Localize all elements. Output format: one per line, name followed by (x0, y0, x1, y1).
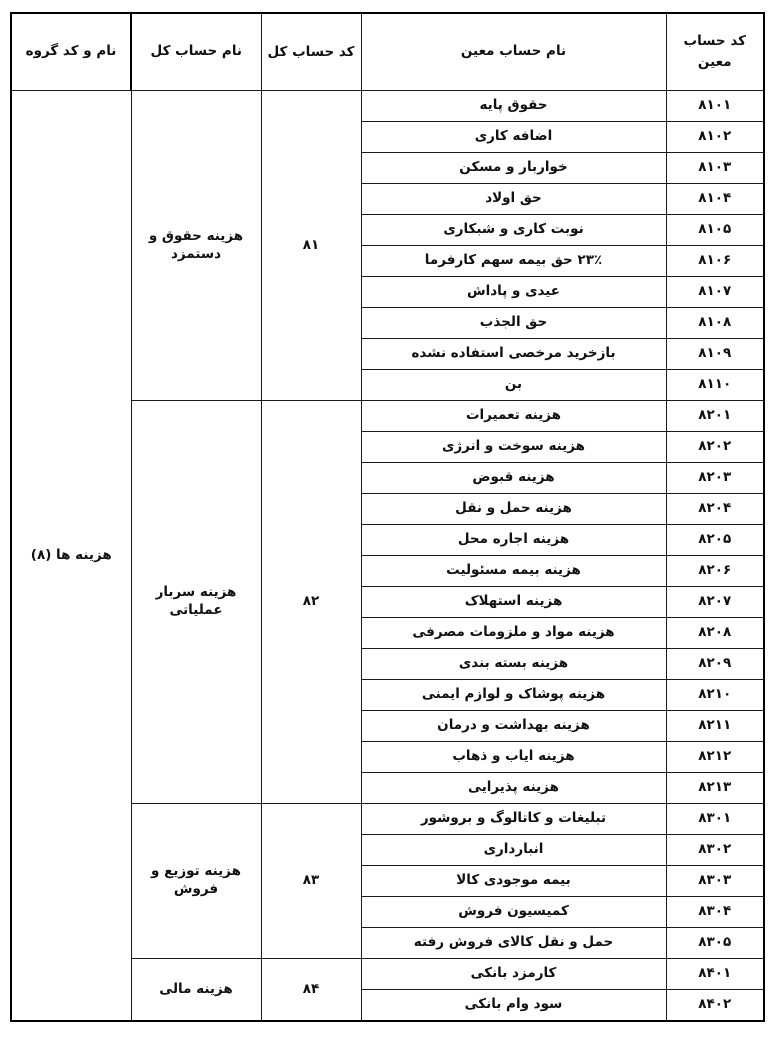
sub-account-code: ۸۳۰۵ (666, 928, 764, 959)
sub-account-code: ۸۲۰۲ (666, 432, 764, 463)
sub-account-code: ۸۲۱۰ (666, 680, 764, 711)
sub-account-code: ۸۱۰۲ (666, 122, 764, 153)
sub-account-name: هزینه اجاره محل (361, 525, 666, 556)
gl-account-code: ۸۱ (261, 91, 361, 401)
sub-account-name: هزینه مواد و ملزومات مصرفی (361, 618, 666, 649)
sub-account-name: هزینه بسته بندی (361, 649, 666, 680)
sub-account-name: هزینه سوخت و انرژی (361, 432, 666, 463)
sub-account-name: حمل و نقل کالای فروش رفته (361, 928, 666, 959)
sub-account-code: ۸۲۰۶ (666, 556, 764, 587)
sub-account-code: ۸۲۰۳ (666, 463, 764, 494)
gl-account-name: هزینه حقوق و دستمزد (131, 91, 261, 401)
gl-account-name: هزینه توزیع و فروش (131, 804, 261, 959)
sub-account-code: ۸۱۰۱ (666, 91, 764, 122)
sub-account-name: هزینه بیمه مسئولیت (361, 556, 666, 587)
column-header-gl-account-code: کد حساب کل (261, 13, 361, 91)
sub-account-code: ۸۳۰۱ (666, 804, 764, 835)
column-header-group-name-code: نام و کد گروه (11, 13, 131, 91)
column-header-sub-account-name: نام حساب معین (361, 13, 666, 91)
sub-account-name: تبلیغات و کاتالوگ و بروشور (361, 804, 666, 835)
sub-account-code: ۸۴۰۲ (666, 990, 764, 1022)
sub-account-code: ۸۲۰۷ (666, 587, 764, 618)
gl-account-code: ۸۳ (261, 804, 361, 959)
sub-account-code: ۸۴۰۱ (666, 959, 764, 990)
column-header-gl-account-name: نام حساب کل (131, 13, 261, 91)
chart-of-accounts-table (10, 12, 765, 1022)
sub-account-code: ۸۱۰۷ (666, 277, 764, 308)
sub-account-name: سود وام بانکی (361, 990, 666, 1022)
sub-account-name: بن (361, 370, 666, 401)
sub-account-name: هزینه قبوض (361, 463, 666, 494)
sub-account-name: هزینه حمل و نقل (361, 494, 666, 525)
table-body (11, 91, 764, 1022)
gl-account-name: هزینه مالی (131, 959, 261, 1022)
sub-account-name: نوبت کاری و شبکاری (361, 215, 666, 246)
sub-account-code: ۸۱۰۴ (666, 184, 764, 215)
account-group-name-code: هزینه ها (۸) (11, 91, 131, 1022)
sub-account-name: هزینه پذیرایی (361, 773, 666, 804)
gl-account-code: ۸۴ (261, 959, 361, 1022)
sub-account-code: ۸۲۰۴ (666, 494, 764, 525)
sub-account-code: ۸۱۰۸ (666, 308, 764, 339)
sub-account-code: ۸۲۱۳ (666, 773, 764, 804)
sub-account-name: ۲۳٪ حق بیمه سهم کارفرما (361, 246, 666, 277)
sub-account-name: هزینه استهلاک (361, 587, 666, 618)
sub-account-code: ۸۳۰۴ (666, 897, 764, 928)
gl-account-name: هزینه سربار عملیاتی (131, 401, 261, 804)
sub-account-name: حق اولاد (361, 184, 666, 215)
table-row (11, 91, 764, 122)
sub-account-code: ۸۲۰۵ (666, 525, 764, 556)
sub-account-code: ۸۳۰۳ (666, 866, 764, 897)
sub-account-name: کمیسیون فروش (361, 897, 666, 928)
sub-account-name: حقوق پایه (361, 91, 666, 122)
sub-account-code: ۸۲۰۸ (666, 618, 764, 649)
sub-account-name: حق الجذب (361, 308, 666, 339)
sub-account-code: ۸۱۱۰ (666, 370, 764, 401)
sub-account-name: هزینه تعمیرات (361, 401, 666, 432)
sub-account-name: هزینه بهداشت و درمان (361, 711, 666, 742)
table-header (11, 13, 764, 91)
header-row (11, 13, 764, 91)
sub-account-name: خواربار و مسکن (361, 153, 666, 184)
sub-account-code: ۸۲۰۹ (666, 649, 764, 680)
sub-account-name: اضافه کاری (361, 122, 666, 153)
sub-account-name: بیمه موجودی کالا (361, 866, 666, 897)
sub-account-code: ۸۲۱۲ (666, 742, 764, 773)
sub-account-code: ۸۱۰۶ (666, 246, 764, 277)
sub-account-name: بازخرید مرخصی استفاده نشده (361, 339, 666, 370)
sub-account-name: انبارداری (361, 835, 666, 866)
column-header-sub-account-code: کد حساب معین (666, 13, 764, 91)
sub-account-name: عیدی و پاداش (361, 277, 666, 308)
sub-account-name: هزینه ایاب و ذهاب (361, 742, 666, 773)
sub-account-name: هزینه پوشاک و لوازم ایمنی (361, 680, 666, 711)
sub-account-code: ۸۲۱۱ (666, 711, 764, 742)
sub-account-code: ۸۲۰۱ (666, 401, 764, 432)
sub-account-code: ۸۱۰۹ (666, 339, 764, 370)
sub-account-code: ۸۱۰۳ (666, 153, 764, 184)
gl-account-code: ۸۲ (261, 401, 361, 804)
sub-account-code: ۸۱۰۵ (666, 215, 764, 246)
sub-account-code: ۸۳۰۲ (666, 835, 764, 866)
sub-account-name: کارمزد بانکی (361, 959, 666, 990)
